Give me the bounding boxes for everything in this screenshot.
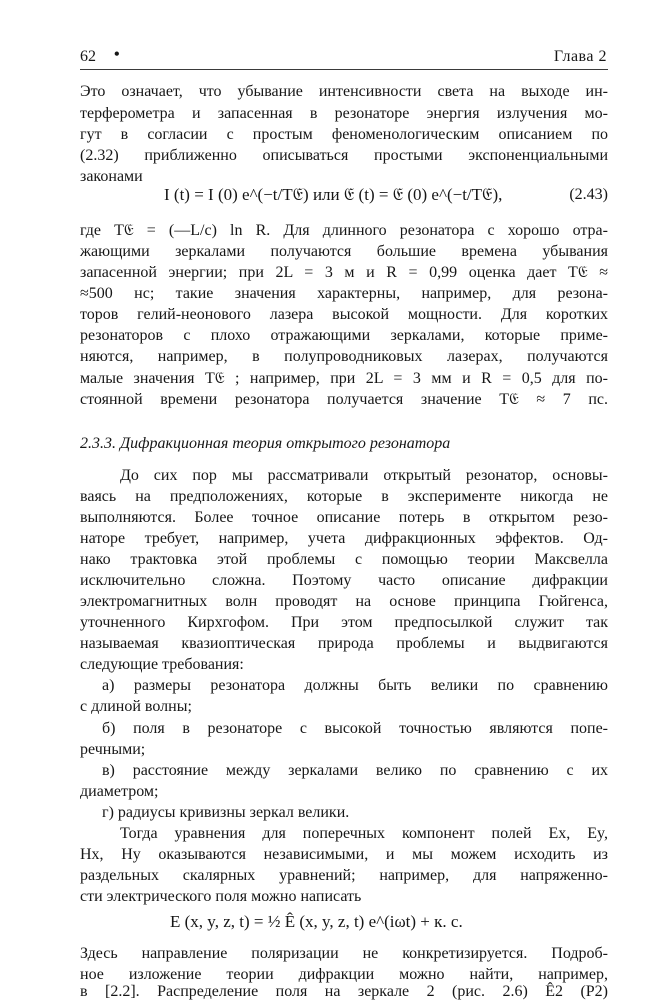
text-line: Тогда уравнения для поперечных компонент полей Ex, Ey, [120,825,608,842]
text-line: (2.32) приближенно описываться простыми экспоненциальными [80,147,608,164]
text-line: сти электрического поля можно написать [80,888,362,905]
text-line: ≈500 нс; такие значения характерны, например, для резона- [80,285,608,302]
equation-number: (2.43) [569,186,608,203]
list-item: в) расстояние между зеркалами велико по сравнению с их [102,762,608,779]
header-rule [80,69,608,70]
list-item: а) размеры резонатора должны быть велики по сравнению [102,677,608,694]
text-line: законами [80,168,143,185]
text-line: гут в согласии с простым феноменологическим описанием по [80,126,608,143]
page-number: 62 [80,48,96,65]
text-line: ное изложение теории дифракции можно найти, например, [80,966,608,983]
running-header [80,46,607,68]
text-line: где T𝔈 = (—L/c) ln R. Для длинного резонатора с хорошо отра- [80,222,608,239]
text-line: стоянной времени резонатора получается значение T𝔈 ≈ 7 пс. [80,391,608,408]
header-mark: • [114,46,120,63]
field-equation: E (x, y, z, t) = ½ Ê (x, y, z, t) e^(iωt) + к. с. [170,912,463,931]
list-item-continuation: диаметром; [80,783,159,800]
text-line: нако трактовка этой проблемы с помощью теории Максвелла [80,551,608,568]
text-line: терферометра и запасенная в резонаторе энергия излучения мо- [80,105,608,122]
text-line: в [2.2]. Распределение поля на зеркале 2 (рис. 2.6) Ê2 (P2) [80,983,608,1000]
text-line: жающими зеркалами получаются большие времена убывания [80,243,608,260]
text-line: Hx, Hy оказываются независимыми, и мы можем исходить из [80,846,608,863]
text-line: няются, например, в полупроводниковых лазерах, получаются [80,348,608,365]
text-line: выполняются. Более точное описание потерь в открытом резо- [80,509,608,526]
text-line: исключительно сложна. Поэтому часто описание дифракции [80,572,608,589]
list-item-continuation: с длиной волны; [80,698,192,715]
text-line: малые значения T𝔈 ; например, при 2L = 3 мм и R = 0,5 для по- [80,370,608,387]
text-line: раздельных скалярных уравнений; например, для напряженно- [80,867,608,884]
text-line: наторе требует, например, учета дифракционных эффектов. Од- [80,530,608,547]
list-item: б) поля в резонаторе с высокой точностью являются попе- [102,720,608,737]
text-line: электромагнитных волн проводят на основе принципа Гюйгенса, [80,593,608,610]
list-item: г) радиусы кривизны зеркал велики. [102,804,350,821]
text-line: Это означает, что убывание интенсивности света на выходе ин- [80,83,608,100]
text-line: уточненного Кирхгофом. При этом предпосылкой служит так [80,614,608,631]
text-line: следующие требования: [80,656,244,673]
text-line: До сих пор мы рассматривали открытый резонатор, основы- [120,467,608,484]
section-title: 2.3.3. Дифракционная теория открытого резонатора [80,435,451,452]
equation-2-43: I (t) = I (0) e^(−t/T𝔈) или 𝔈 (t) = 𝔈 (0) e^(−t/T𝔈), [164,185,503,204]
text-line: резонаторов с плохо отражающими зеркалами, которые приме- [80,327,608,344]
text-line: торов гелий-неонового лазера высокой мощности. Для коротких [80,306,608,323]
text-line: ваясь на предположениях, которые в эксперименте никогда не [80,488,608,505]
text-line: Здесь направление поляризации не конкретизируется. Подроб- [80,945,608,962]
list-item-continuation: речными; [80,741,146,758]
chapter-label: Глава 2 [553,48,607,65]
text-line: запасенной энергии; при 2L = 3 м и R = 0,99 оценка дает T𝔈 ≈ [80,264,608,281]
text-line: называемая квазиоптическая природа проблемы и выдвигаются [80,635,608,652]
